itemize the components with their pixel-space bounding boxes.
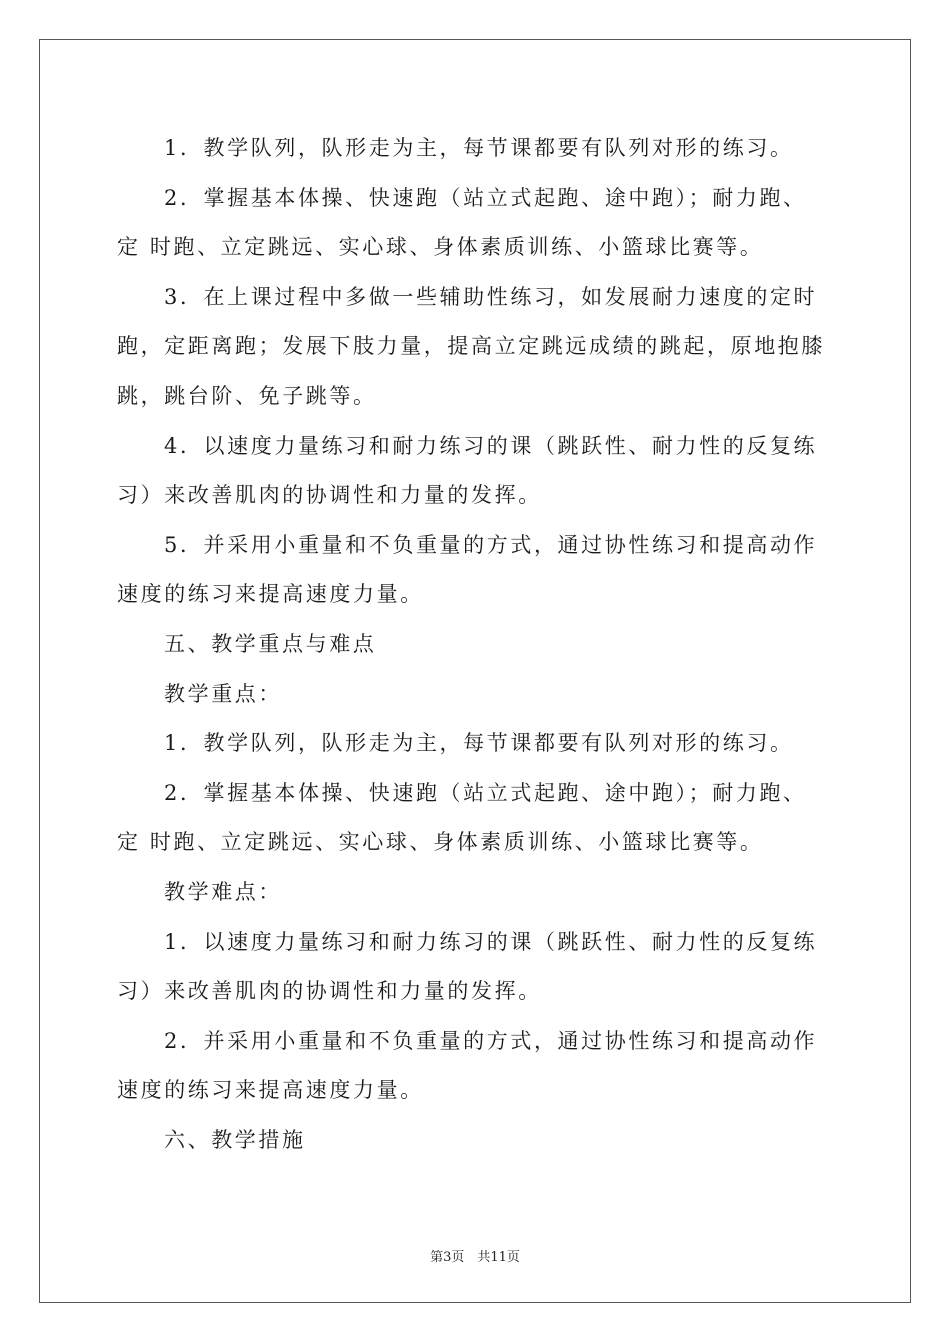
paragraph-line: 定 时跑、立定跳远、实心球、身体素质训练、小篮球比赛等。 bbox=[117, 235, 764, 260]
paragraph-line: 速度的练习来提高速度力量。 bbox=[117, 582, 424, 607]
paragraph-line: 定 时跑、立定跳远、实心球、身体素质训练、小篮球比赛等。 bbox=[117, 830, 764, 855]
paragraph-line: 1．教学队列，队形走为主，每节课都要有队列对形的练习。 bbox=[164, 731, 794, 756]
paragraph-line: 1．以速度力量练习和耐力练习的课（跳跃性、耐力性的反复练 bbox=[164, 929, 818, 954]
paragraph-line: 5．并采用小重量和不负重量的方式，通过协性练习和提高动作 bbox=[164, 532, 818, 557]
section-heading: 六、教学措施 bbox=[164, 1127, 306, 1152]
paragraph-line: 2．并采用小重量和不负重量的方式，通过协性练习和提高动作 bbox=[164, 1028, 818, 1053]
paragraph-line: 跳，跳台阶、免子跳等。 bbox=[117, 383, 377, 408]
paragraph-line: 习）来改善肌肉的协调性和力量的发挥。 bbox=[117, 483, 542, 508]
paragraph-line: 跑，定距离跑；发展下肢力量，提高立定跳远成绩的跳起，原地抱膝 bbox=[117, 334, 825, 359]
paragraph-line: 习）来改善肌肉的协调性和力量的发挥。 bbox=[117, 979, 542, 1004]
paragraph-line: 4．以速度力量练习和耐力练习的课（跳跃性、耐力性的反复练 bbox=[164, 433, 818, 458]
page-number: 第3页 共11页 bbox=[430, 1250, 520, 1265]
paragraph-line: 1．教学队列，队形走为主，每节课都要有队列对形的练习。 bbox=[164, 136, 794, 160]
paragraph-line: 2．掌握基本体操、快速跑（站立式起跑、途中跑）；耐力跑、 bbox=[164, 780, 807, 805]
document-body bbox=[117, 124, 835, 1165]
section-heading: 五、教学重点与难点 bbox=[164, 631, 377, 656]
subsection-heading: 教学难点： bbox=[164, 879, 282, 904]
paragraph-line: 3．在上课过程中多做一些辅助性练习，如发展耐力速度的定时 bbox=[164, 284, 818, 309]
paragraph-line: 2．掌握基本体操、快速跑（站立式起跑、途中跑）；耐力跑、 bbox=[164, 185, 807, 210]
paragraph-line: 速度的练习来提高速度力量。 bbox=[117, 1078, 424, 1103]
subsection-heading: 教学重点： bbox=[164, 681, 282, 706]
